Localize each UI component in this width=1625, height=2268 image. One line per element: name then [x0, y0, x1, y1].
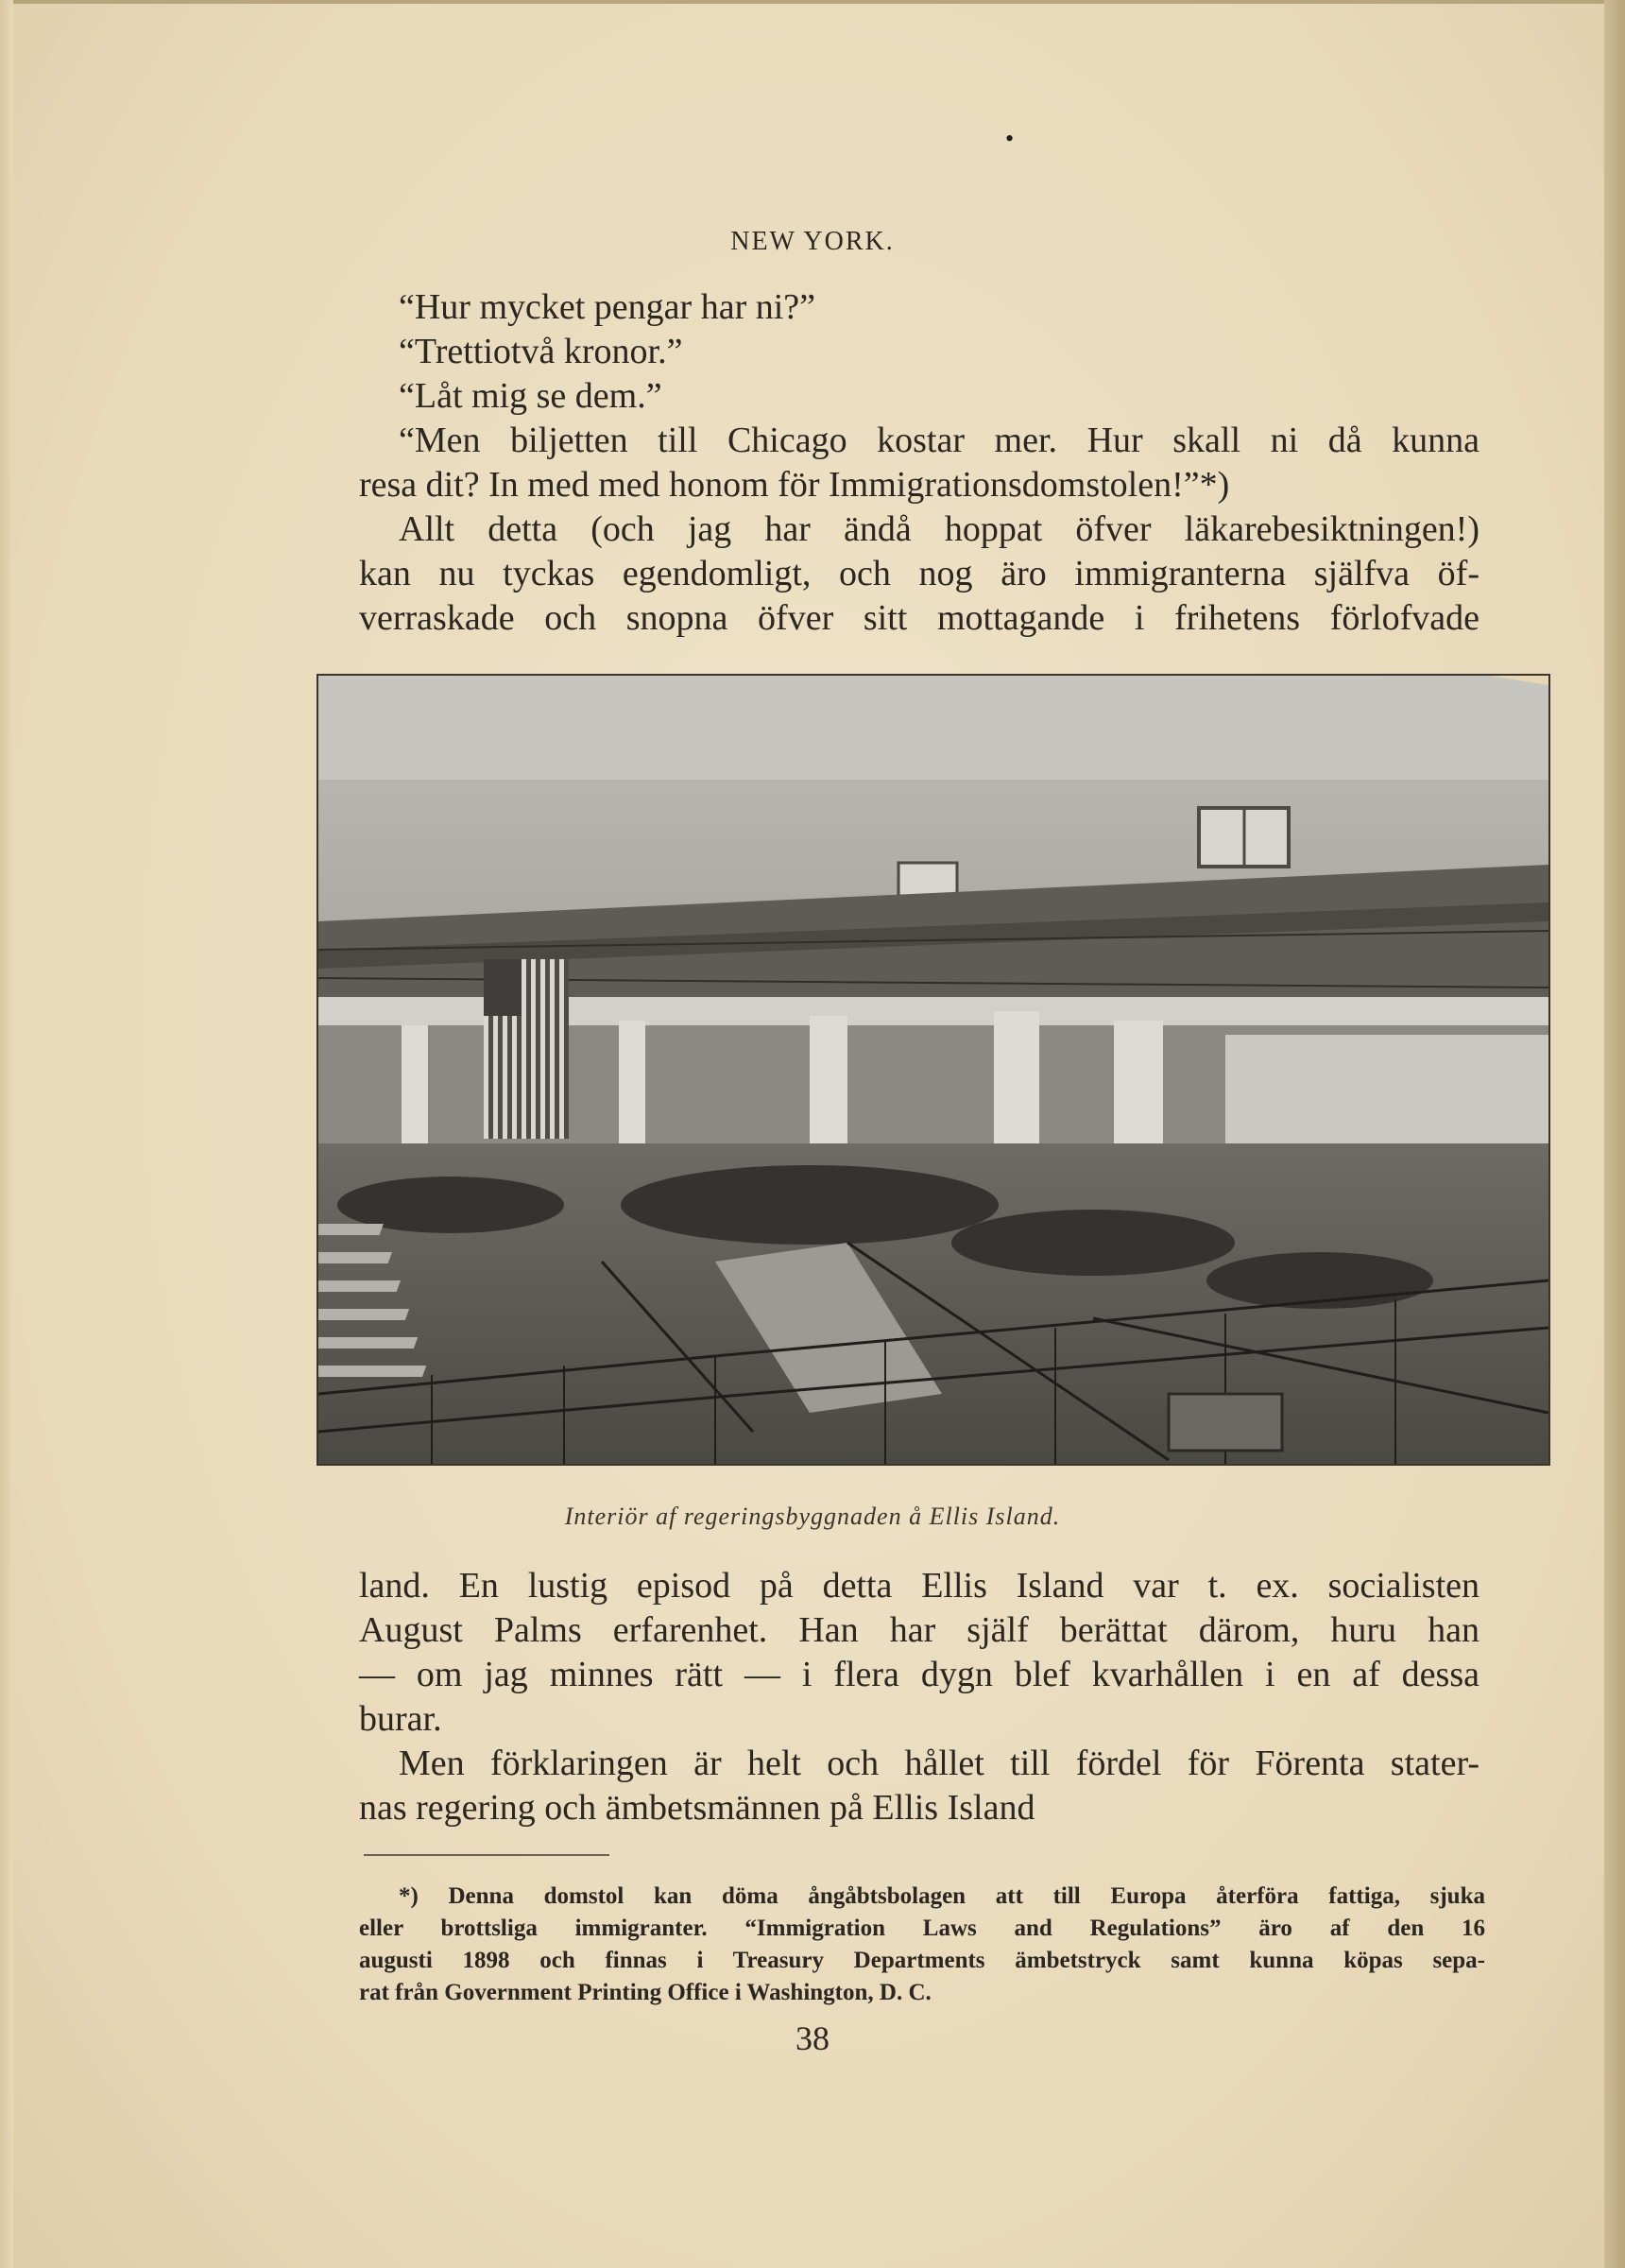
page-right-edge — [1604, 0, 1625, 2268]
figure-caption: Interiör af regeringsbyggnaden å Ellis Island. — [564, 1503, 1061, 1530]
bottom-paragraph — [359, 1564, 1480, 1830]
text-line: Men förklaringen är helt och hållet till fördel för Förenta stater- — [399, 1744, 1480, 1783]
footnote-line: rat från Government Printing Office i Washington, D. C. — [359, 1980, 932, 2005]
text-line: “Trettiotvå kronor.” — [399, 332, 683, 371]
text-line: “Hur mycket pengar har ni?” — [399, 287, 816, 327]
text-line: Allt detta (och jag har ändå hoppat öfver läkarebesiktningen!) — [399, 509, 1480, 549]
page-top-edge — [0, 0, 1606, 4]
text-line: nas regering och ämbetsmännen på Ellis Island — [359, 1788, 1035, 1828]
text-line: kan nu tyckas egendomligt, och nog äro immigranterna själfva öf- — [359, 554, 1480, 593]
page-left-edge — [0, 0, 13, 2268]
footnote-rule — [364, 1854, 609, 1856]
text-line: “Låt mig se dem.” — [399, 376, 662, 416]
hall-interior-illustration — [318, 676, 1548, 1464]
text-line: — om jag minnes rätt — i flera dygn blef kvarhållen i en af dessa — [359, 1655, 1480, 1694]
text-line: burar. — [359, 1699, 442, 1739]
text-line: resa dit? In med med honom för Immigrationsdomstolen!”*) — [359, 465, 1230, 505]
footnote-line: eller brottsliga immigranter. “Immigration Laws and Regulations” äro af den 16 — [359, 1916, 1485, 1941]
page-number: 38 — [795, 2019, 830, 2057]
footnote-line: augusti 1898 och finnas i Treasury Departments ämbetstryck samt kunna köpas sepa- — [359, 1948, 1485, 1973]
top-paragraph — [359, 285, 1480, 641]
text-line: verraskade och snopna öfver sitt mottagande i frihetens förlofvade — [359, 598, 1480, 638]
text-line: “Men biljetten till Chicago kostar mer. Hur skall ni då kunna — [399, 421, 1480, 460]
text-line: land. En lustig episod på detta Ellis Island var t. ex. socialisten — [359, 1566, 1480, 1606]
footnote-line: *) Denna domstol kan döma ångåbtsbolagen att till Europa återföra fattiga, sjuka — [399, 1883, 1485, 1909]
text-line: August Palms erfarenhet. Han har själf berättat därom, huru han — [359, 1610, 1480, 1650]
footnote — [359, 1881, 1485, 2009]
ellis-island-photo — [316, 674, 1550, 1466]
page-mark: • — [1005, 125, 1015, 152]
running-head: NEW YORK. — [730, 227, 895, 256]
